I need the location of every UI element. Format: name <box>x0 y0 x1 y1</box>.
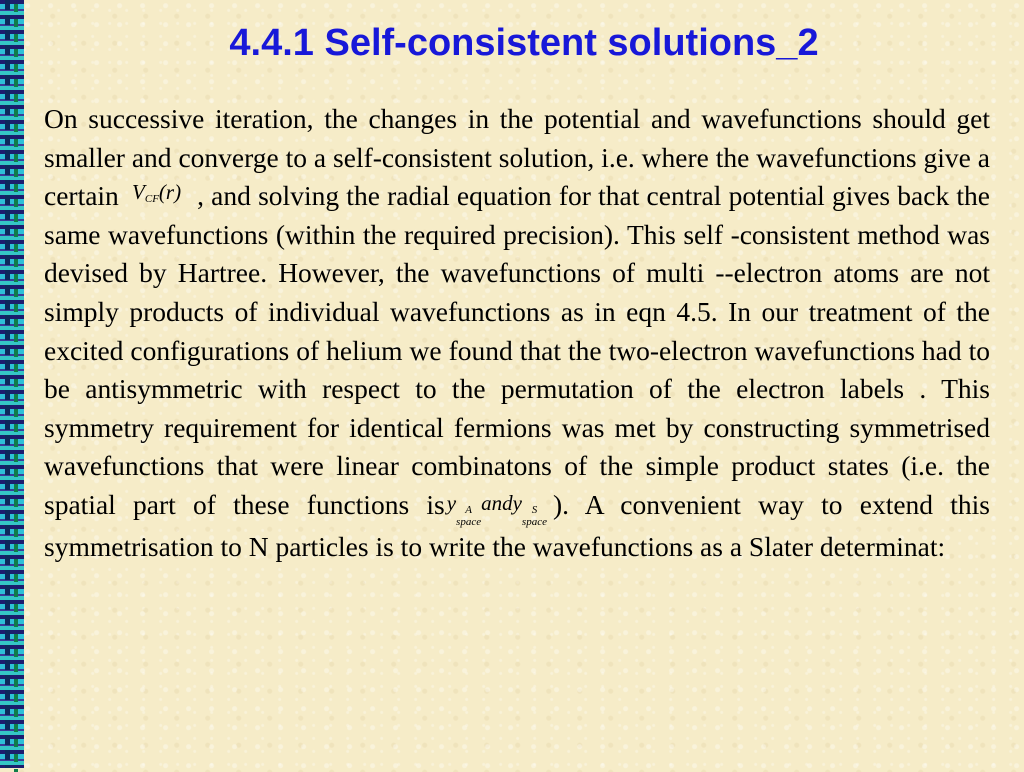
body-text-part-2: , and solving the radial equation for that central potential gives back the same wavefunctions (within the required precision). This self -consistent method was devised by Hartree. However, the wavefunctions of multi --electron atoms are not simply products of individual wavefunctions as in eqn 4.5. In our treatment of the excited configurations of helium we found that the two-electron wavefunctions had to be antisymmetric with respect to the permutation of the electron labels . This symmetry requirement for identical fermions was met by constructing symmetrised wavefunctions that were linear combinatons of the simple product states (i.e. the spatial part of these functions is <box>44 180 991 520</box>
psi-subscript-s: space <box>521 515 547 528</box>
psi-symbol-s: y <box>512 490 522 515</box>
psi-superscript-s: S <box>531 503 538 516</box>
psi-symbol-a: y <box>446 490 457 515</box>
potential-argument: (r) <box>158 180 182 205</box>
decorative-border <box>0 0 24 768</box>
psi-subscript-a: space <box>456 515 482 528</box>
and-word: and <box>481 490 513 515</box>
psi-superscript-a: A <box>465 503 472 516</box>
slide-title: 4.4.1 Self-consistent solutions_2 <box>229 22 819 64</box>
body-text-part-3: ). A convenient way to extend this symmetrisation to N particles is to write the wavefunctions as a Slater determinat: <box>44 488 991 562</box>
potential-equation <box>132 182 181 205</box>
potential-subscript: CF <box>144 193 159 206</box>
potential-symbol: V <box>132 180 145 205</box>
wavefunction-equation <box>446 490 547 528</box>
body-text-part-1: On successive iteration, the changes in the potential and wavefunctions should get smaller and converge to a self-consistent solution, i.e. where the wavefunctions give a certain <box>44 103 990 212</box>
slide-body <box>44 100 990 567</box>
